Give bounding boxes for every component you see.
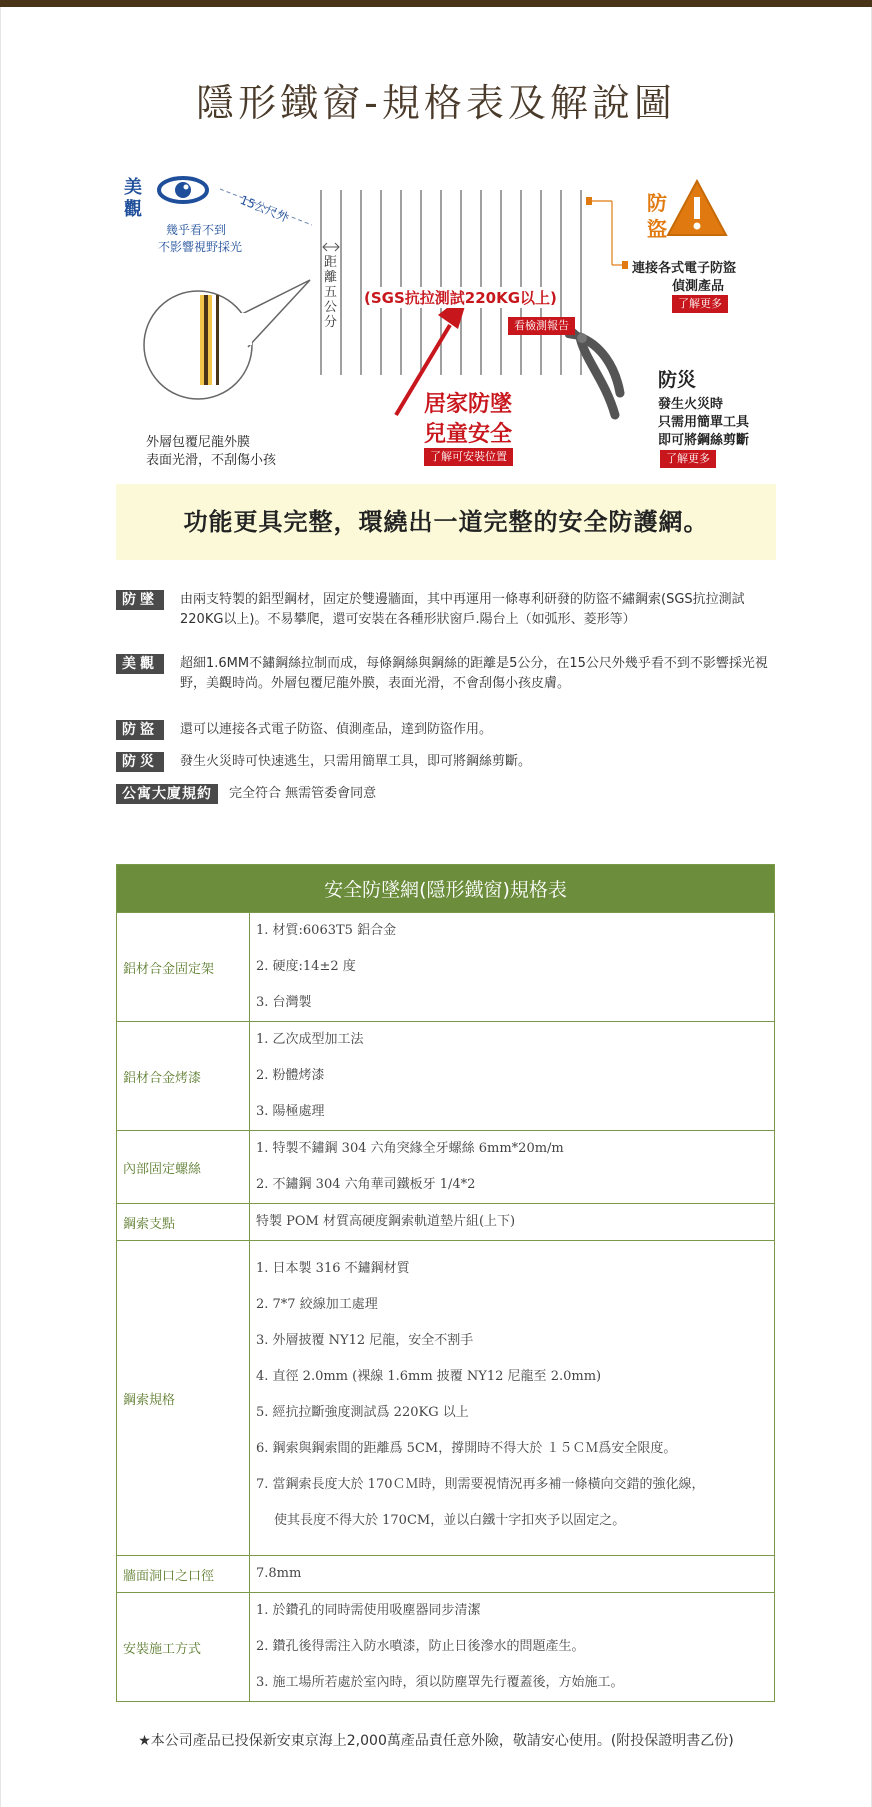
spec-line: 3. 外層披覆 NY12 尼龍，安全不割手 (256, 1333, 474, 1348)
spec-line: 6. 鋼索與鋼索間的距離爲 5CM，撐開時不得大於 １５ＣＭ爲安全限度。 (256, 1441, 677, 1456)
theft-label-1: 防 (647, 191, 667, 215)
spacing-label: 距離五公分 (324, 255, 338, 330)
spec-line: 2. 硬度:14±2 度 (256, 959, 356, 974)
feature-tag: 公寓大廈規約 (116, 784, 218, 804)
spec-line: 使其長度不得大於 170CM，並以白鐵十字扣夾予以固定之。 (274, 1513, 626, 1528)
top-bar (0, 0, 872, 7)
sgs-test-label: (SGS抗拉測試220KG以上) (364, 289, 557, 307)
beauty-desc-1: 幾乎看不到 (166, 223, 227, 237)
feature-text: 發生火災時可快速逃生，只需用簡單工具，即可將鋼絲剪斷。 (180, 754, 532, 769)
spec-table-heading: 安全防墜網(隱形鐵窗)規格表 (117, 865, 775, 913)
fire-more-button[interactable]: 了解更多 (660, 450, 716, 468)
spec-line: 4. 直徑 2.0mm (裸線 1.6mm 披覆 NY12 尼龍至 2.0mm) (256, 1369, 602, 1384)
feature-tag: 防墜 (116, 590, 164, 610)
spec-line: 1. 特製不鏽鋼 304 六角突緣全牙螺絲 6mm*20m/m (256, 1141, 564, 1156)
feature-text: 超細1.6MM不鏽鋼絲拉制而成，每條鋼絲與鋼絲的距離是5公分，在15公尺外幾乎看不到不影響採光視野，美觀時尚。外層包覆尼龍外膜，表面光滑，不會刮傷小孩皮膚。 (180, 656, 768, 691)
page-title: 隱形鐵窗-規格表及解說圖 (196, 81, 676, 125)
theft-connector (590, 201, 624, 265)
spec-line: 3. 陽極處理 (256, 1104, 325, 1119)
spec-line: 2. 粉體烤漆 (256, 1068, 325, 1083)
explanation-diagram (0, 165, 872, 475)
spec-category: 鋼索支點 (117, 1204, 250, 1241)
spec-category: 鋁材合金固定架 (117, 913, 250, 1022)
spec-line: 5. 經抗拉斷強度測試爲 220KG 以上 (256, 1405, 469, 1420)
theft-desc-1: 連接各式電子防盜 (632, 261, 737, 276)
feature-text: 由兩支特製的鋁型鋼材，固定於雙邊牆面，其中再運用一條專利研發的防盜不繡鋼索(SGS抗拉測試220KG以上)。不易攀爬，還可安裝在各種形狀窗戶.陽台上（如弧形、菱形等） (180, 592, 745, 627)
wire-lines (321, 190, 581, 375)
spec-table (116, 864, 775, 1702)
feature-text: 還可以連接各式電子防盜、偵測產品，達到防盜作用。 (180, 722, 493, 737)
beauty-label-1: 美 (124, 177, 142, 198)
fire-desc-2: 只需用簡單工具 (658, 415, 750, 430)
spec-line: 1. 乙次成型加工法 (256, 1032, 364, 1047)
spec-values (250, 1131, 775, 1204)
spec-line: 7.8mm (256, 1566, 302, 1581)
view-report-button[interactable]: 看檢測報告 (508, 317, 575, 335)
spec-line: 7. 當鋼索長度大於 170ＣＭ時，則需要視情況再多補一條橫向交錯的強化線， (256, 1477, 705, 1492)
child-safety-label-2: 兒童安全 (424, 422, 513, 447)
table-row (117, 1556, 775, 1593)
spec-category: 鋁材合金烤漆 (117, 1022, 250, 1131)
warning-triangle-icon (668, 181, 726, 235)
coat-desc-2: 表面光滑，不刮傷小孩 (146, 453, 277, 468)
spec-values (250, 1022, 775, 1131)
spec-category: 牆面洞口之口徑 (117, 1556, 250, 1593)
table-row (117, 1593, 775, 1702)
theft-label-2: 盜 (647, 217, 667, 241)
table-row (117, 1131, 775, 1204)
spec-category: 安裝施工方式 (117, 1593, 250, 1702)
feature-tag: 防災 (116, 752, 164, 772)
child-safety-label-1: 居家防墜 (424, 392, 513, 417)
distance-label: 15公尺外 (238, 192, 291, 226)
table-row (117, 1241, 775, 1556)
spacing-arrow (323, 243, 339, 251)
theft-more-button[interactable]: 了解更多 (672, 295, 728, 313)
spec-line: 2. 7*7 絞線加工處理 (256, 1297, 378, 1312)
pliers-icon (568, 330, 620, 415)
spec-values (250, 1593, 775, 1702)
spec-line: 3. 施工場所若處於室內時，須以防塵罩先行覆蓋後，方始施工。 (256, 1675, 624, 1690)
beauty-label-2: 觀 (124, 199, 142, 220)
spec-values (250, 1556, 775, 1593)
feature-tag: 防盜 (116, 720, 164, 740)
fire-label: 防災 (658, 369, 697, 391)
insurance-note: ★本公司產品已投保新安東京海上2,000萬產品責任意外險，敬請安心使用。(附投保證明書乙份) (138, 1733, 734, 1749)
eye-icon (159, 178, 207, 202)
spec-values (250, 1241, 775, 1556)
coated-wire-icon (200, 295, 219, 385)
fire-desc-1: 發生火災時 (658, 397, 724, 412)
feature-tag: 美觀 (116, 654, 164, 674)
spec-line: 1. 材質:6063T5 鋁合金 (256, 923, 397, 938)
feature-text: 完全符合 無需管委會同意 (229, 786, 377, 801)
spec-line: 2. 不鏽鋼 304 六角華司鐵板牙 1/4*2 (256, 1177, 476, 1192)
spec-line: 3. 台灣製 (256, 995, 312, 1010)
beauty-desc-2: 不影響視野採光 (158, 240, 243, 254)
spec-category: 鋼索規格 (117, 1241, 250, 1556)
table-row (117, 913, 775, 1022)
theft-desc-2: 偵測產品 (672, 279, 725, 294)
spec-values (250, 1204, 775, 1241)
spec-values (250, 913, 775, 1022)
spec-category: 內部固定螺絲 (117, 1131, 250, 1204)
spec-line: 1. 於鑽孔的同時需使用吸塵器同步清潔 (256, 1603, 481, 1618)
spec-line: 2. 鑽孔後得需注入防水噴漆，防止日後滲水的問題產生。 (256, 1639, 585, 1654)
coat-desc-1: 外層包覆尼龍外膜 (146, 435, 251, 450)
table-row (117, 1022, 775, 1131)
spec-line: 特製 POM 材質高硬度鋼索軌道墊片組(上下) (256, 1214, 516, 1229)
feature-banner: 功能更具完整，環繞出一道完整的安全防護網。 (116, 484, 776, 560)
install-location-button[interactable]: 了解可安裝位置 (424, 448, 513, 466)
table-row (117, 1204, 775, 1241)
spec-line: 1. 日本製 316 不鏽鋼材質 (256, 1261, 410, 1276)
fire-desc-3: 即可將鋼絲剪斷 (658, 433, 750, 448)
